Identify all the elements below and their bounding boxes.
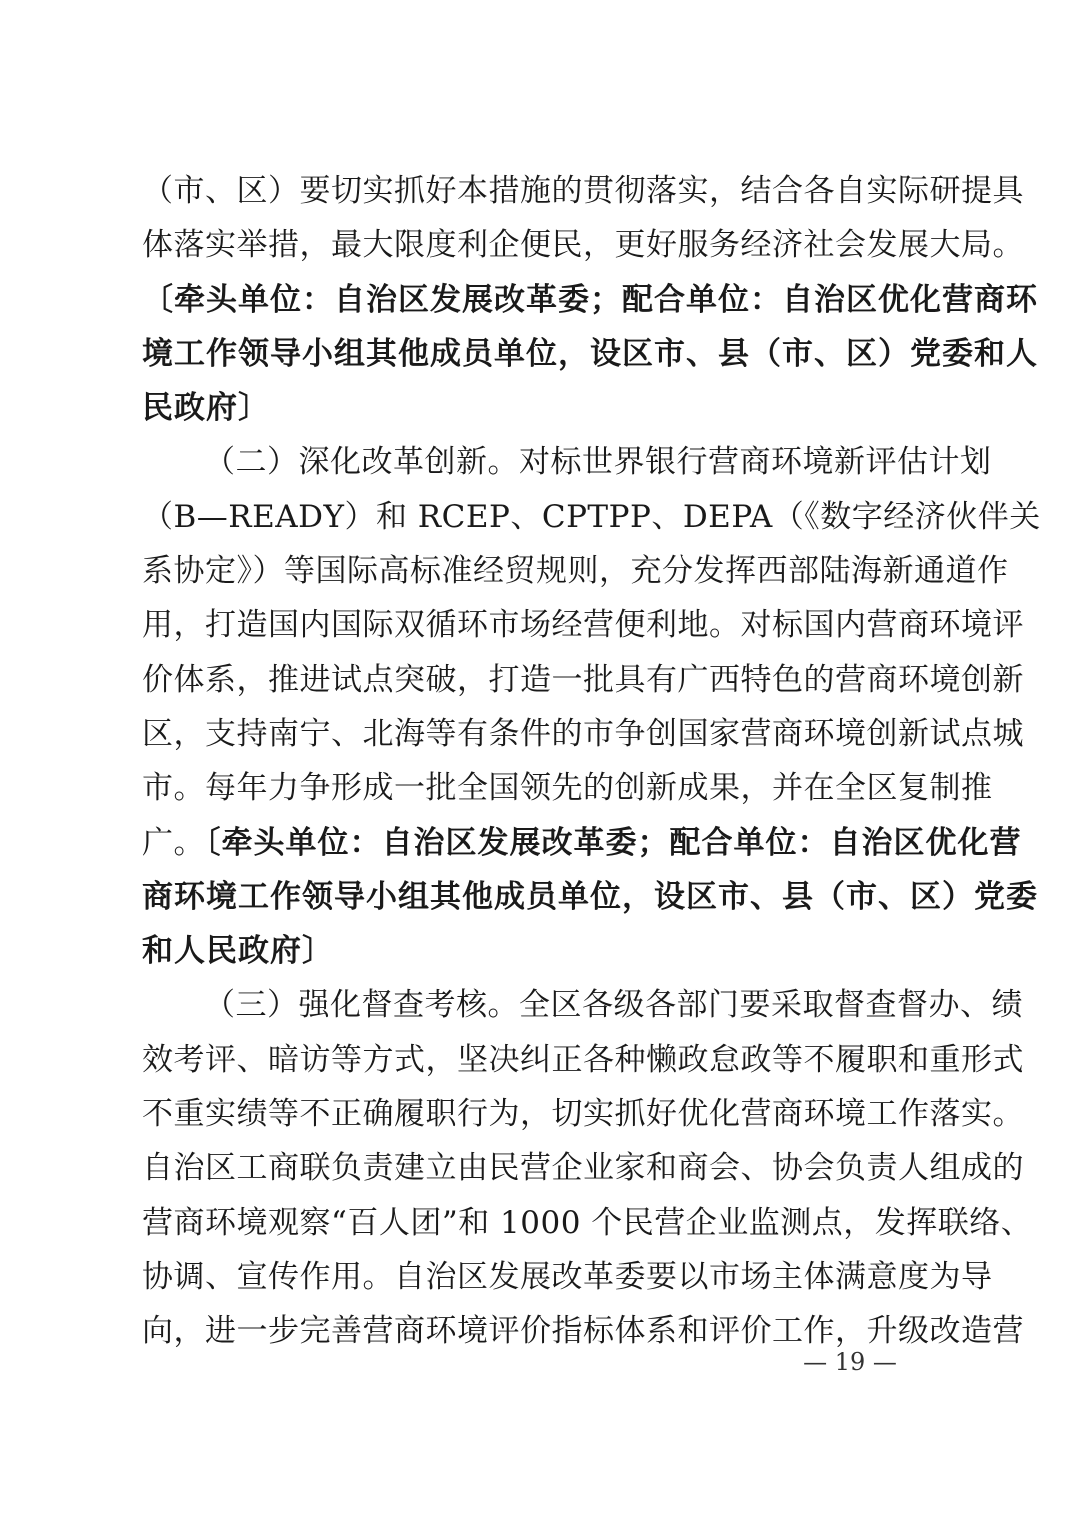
text-line-bold: 境工作领导小组其他成员单位，设区市、县（市、区）党委和人: [142, 335, 1038, 372]
text-line-bold: 和人民政府〕: [142, 933, 334, 970]
section-heading-line: （二）深化改革创新。对标世界银行营商环境新评估计划: [204, 444, 992, 481]
text-line: 协调、宣传作用。自治区发展改革委要以市场主体满意度为导: [142, 1258, 993, 1295]
section-heading-line: （三）强化督查考核。全区各级各部门要采取督查督办、绩: [204, 987, 1023, 1024]
text-line: （市、区）要切实抓好本措施的贯彻落实，结合各自实际研提具: [142, 173, 1024, 209]
text-line: 用，打造国内国际双循环市场经营便利地。对标国内营商环境评: [142, 607, 1024, 644]
page-number: — 19 —: [803, 1348, 897, 1376]
text-line: 市。每年力争形成一批全国领先的创新成果，并在全区复制推: [142, 770, 993, 807]
text-line: 区，支持南宁、北海等有条件的市争创国家营商环境创新试点城: [142, 715, 1024, 752]
text-segment: 广。: [142, 824, 205, 861]
text-line-bold: 民政府〕: [142, 390, 270, 427]
text-line: 系协定》）等国际高标准经贸规则，充分发挥西部陆海新通道作: [142, 553, 1009, 590]
text-line: 自治区工商联负责建立由民营企业家和商会、协会负责人组成的: [142, 1150, 1024, 1187]
text-line-bold: 〔牵头单位：自治区发展改革委；配合单位：自治区优化营商环: [142, 281, 1038, 318]
text-line: 营商环境观察“百人团”和 1000 个民营企业监测点，发挥联络、: [142, 1204, 1033, 1241]
text-segment-bold: 〔牵头单位：自治区发展改革委；配合单位：自治区优化营: [205, 824, 1022, 861]
text-line: 效考评、暗访等方式，坚决纠正各种懒政怠政等不履职和重形式: [142, 1041, 1024, 1078]
text-line: 体落实举措，最大限度利企便民，更好服务经济社会发展大局。: [142, 227, 1024, 264]
text-line-mixed: [142, 816, 1022, 870]
text-line: 价体系，推进试点突破，打造一批具有广西特色的营商环境创新: [142, 661, 1024, 698]
text-line: （B—READY）和 RCEP、CPTPP、DEPA（《数字经济伙伴关: [142, 498, 1041, 535]
text-line: 向，进一步完善营商环境评价指标体系和评价工作，升级改造营: [142, 1313, 1024, 1350]
body-text: [142, 164, 1041, 1359]
text-line-bold: 商环境工作领导小组其他成员单位，设区市、县（市、区）党委: [142, 878, 1038, 915]
text-line: 不重实绩等不正确履职行为，切实抓好优化营商环境工作落实。: [142, 1096, 1024, 1133]
